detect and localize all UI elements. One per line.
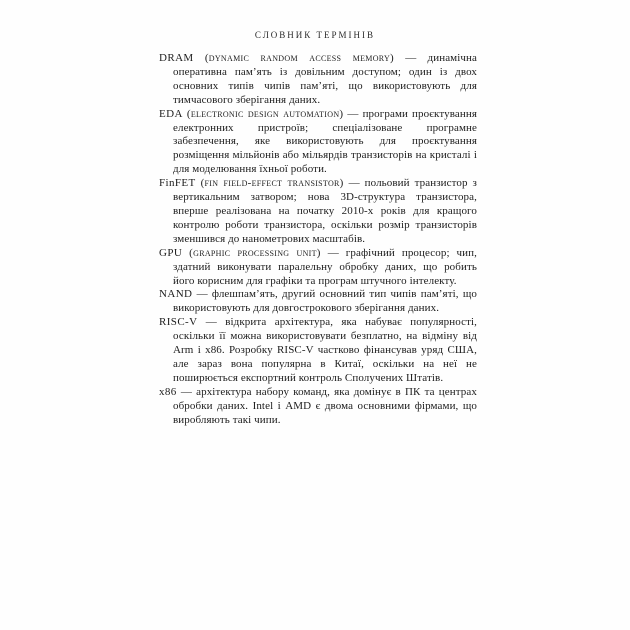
entry-term: NAND [159,288,193,301]
glossary-text-block [159,52,477,427]
entry-term: GPU [159,246,183,259]
entry-term: x86 [159,385,177,398]
entry-term: DRAM [159,52,194,64]
glossary-entry-dram [159,52,477,108]
entry-expansion: (electronic design automation) [186,107,344,120]
entry-expansion: (dynamic random access memory) [204,52,395,64]
page-header: СЛОВНИК ТЕРМІНІВ [254,30,376,40]
entry-definition: — польовий транзистор з вертикальним затвором; нова 3D-структура транзистора, вперше реалізована на початку 2010-х років для кращого контролю роботи транзистора, оскільки розмір транзисторів зменшився до нанометрових масштабів. [173,177,477,245]
entry-term: RISC-V [159,316,198,329]
entry-definition: — флешпам’ять, другий основний тип чипів пам’яті, що використовують для довгострокового зберігання даних. [173,288,477,315]
entry-definition: — архітектура набору команд, яка домінує в ПК та центрах обробки даних. Intel і AMD є двома основними фірмами, що виробляють такі чипи. [173,385,477,426]
glossary-entry-finfet [159,177,477,247]
entry-term: FinFET [159,177,196,190]
entry-definition: — графічний процесор; чип, здатний виконувати паралельну обробку даних, що робить його корисним для графіки та програм штучного інтелекту. [173,246,478,287]
glossary-entry-eda [159,108,477,178]
entry-definition: — динамічна оперативна пам’ять із довільним доступом; один із двох основних типів чипів пам’яті, що використовують для тимчасового зберігання даних. [173,52,477,106]
glossary-entry-nand [159,288,477,316]
glossary-entry-riscv [159,316,477,386]
entry-definition: — програми проєктування електронних пристроїв; спеціалізоване програмне забезпечення, яке використовують для проєктування розміщення мільйонів або мільярдів транзисторів на кристалі і для моделювання їхньої роботи. [173,107,477,176]
entry-definition: — відкрита архітектура, яка набуває популярності, оскільки її можна використовувати безплатно, на відміну від Arm і x86. Розробку RISC-V частково фінансував уряд США, але зараз вона популярна в Китаї, оскільки на неї не поширюється експортний контроль Сполучених Штатів. [173,316,478,384]
entry-expansion: (graphic processing unit) [189,246,321,259]
glossary-entry-gpu [159,247,477,289]
glossary-entry-x86 [159,386,477,428]
entry-term: EDA [159,107,183,120]
entry-expansion: (fin field-effect transistor) [200,177,344,190]
